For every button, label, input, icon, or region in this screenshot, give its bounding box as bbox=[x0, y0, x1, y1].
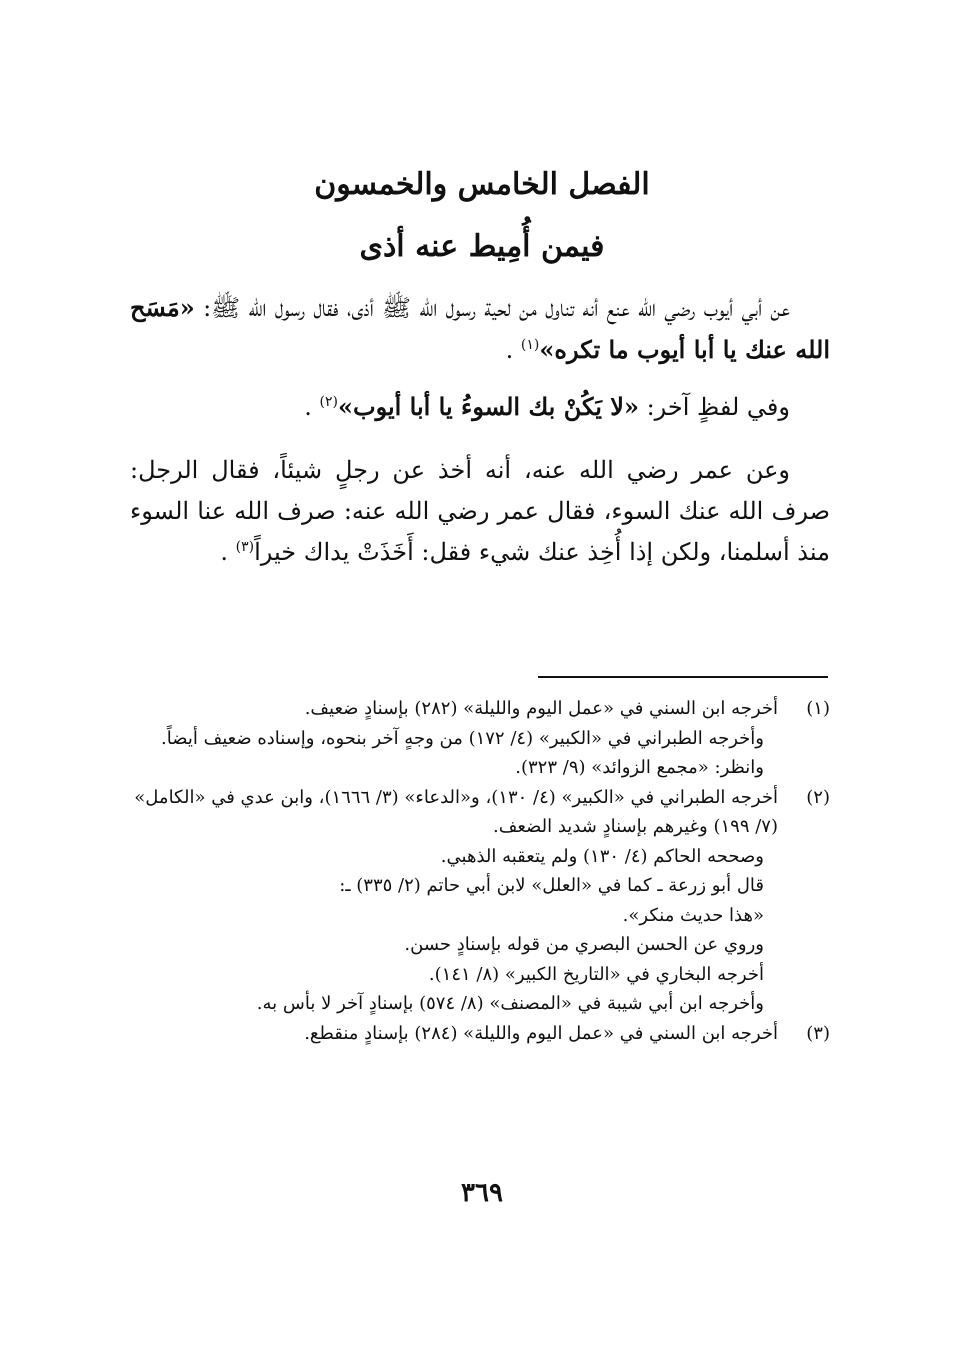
paragraph-text: وعن عمر رضي الله عنه، أنه أخذ عن رجلٍ شيئاً، فقال الرجل: صرف الله عنك السوء، فقال عمر رضي الله عنه: صرف الله عنا السوء منذ أسلمنا، ولكن إذا أُخِذ عنك شيء فقل: أَخَذَتْ يداك خيراً bbox=[130, 456, 830, 566]
chapter-title: الفصل الخامس والخمسون bbox=[314, 167, 650, 202]
footnote-body bbox=[130, 1019, 778, 1049]
chapter-subtitle: فيمن أُمِيط عنه أذى bbox=[359, 229, 605, 264]
paragraph-umar bbox=[130, 450, 830, 573]
footnote-line: «هذا حديث منكر». bbox=[622, 904, 764, 926]
paragraph-end: . bbox=[220, 538, 236, 566]
footnote-line: وروي عن الحسن البصري من قوله بإسنادٍ حسن. bbox=[404, 934, 764, 955]
footnote-ref: (١) bbox=[520, 337, 540, 353]
footnote-line: أخرجه ابن السني في «عمل اليوم والليلة» (٢٨٤) بإسنادٍ منقطع. bbox=[304, 1022, 778, 1044]
footnote-line: وصححه الحاكم (٤/ ١٣٠) ولم يتعقبه الذهبي. bbox=[440, 845, 764, 867]
paragraph-text: وفي لفظٍ آخر: bbox=[638, 393, 790, 421]
footnote-ref: (٢) bbox=[319, 394, 338, 410]
footnote-1 bbox=[130, 694, 830, 783]
footnote-line: أخرجه الطبراني في «الكبير» (٤/ ١٣٠)، و«الدعاء» (٣/ ١٦٦٦)، وابن عدي في «الكامل» (٧/ ١٩٩) وغيرهم بإسنادٍ شديد الضعف. bbox=[134, 786, 778, 837]
footnote-number: (٢) bbox=[806, 786, 830, 808]
page-number: ٣٦٩ bbox=[461, 1178, 503, 1208]
footnote-2 bbox=[130, 783, 830, 1019]
footnote-line: أخرجه البخاري في «التاريخ الكبير» (٨/ ١٤١). bbox=[428, 963, 764, 985]
footnote-3 bbox=[130, 1019, 830, 1049]
footnote-body bbox=[130, 694, 778, 783]
hadith-quote: «مَسَح الله عنك يا أبا أيوب ما تكره» bbox=[130, 293, 830, 364]
paragraph-end: . bbox=[505, 336, 521, 364]
paragraph-abu-ayyub bbox=[130, 287, 830, 371]
paragraph-other-wording bbox=[130, 386, 830, 428]
footnote-line: وأخرجه الطبراني في «الكبير» (٤/ ١٧٢) من وجهٍ آخر بنحوه، وإسناده ضعيف أيضاً. bbox=[161, 727, 764, 749]
paragraph-text: عن أبي أيوب رضي الله عنع أنه تناول من لحية رسول الله ﷺ أذى، فقال رسول الله ﷺ: bbox=[194, 294, 790, 322]
paragraph-end: . bbox=[304, 393, 320, 421]
footnote-ref: (٣) bbox=[235, 539, 255, 555]
footnotes bbox=[130, 694, 830, 1048]
footnote-body bbox=[130, 783, 778, 1019]
footnote-line: وانظر: «مجمع الزوائد» (٩/ ٣٢٣). bbox=[515, 757, 764, 778]
hadith-quote: «لا يَكُنْ بك السوءُ يا أبا أيوب» bbox=[337, 392, 639, 421]
footnote-number: (١) bbox=[806, 698, 830, 719]
footnote-line: وأخرجه ابن أبي شيبة في «المصنف» (٨/ ٥٧٤) بإسنادٍ آخر لا بأس به. bbox=[256, 993, 764, 1014]
footnote-number: (٣) bbox=[806, 1022, 830, 1044]
footnote-line: قال أبو زرعة ـ كما في «العلل» لابن أبي حاتم (٢/ ٣٣٥) ـ: bbox=[339, 875, 764, 896]
footnote-line: أخرجه ابن السني في «عمل اليوم والليلة» (٢٨٢) بإسنادٍ ضعيف. bbox=[304, 698, 778, 719]
footnote-divider bbox=[538, 676, 828, 678]
